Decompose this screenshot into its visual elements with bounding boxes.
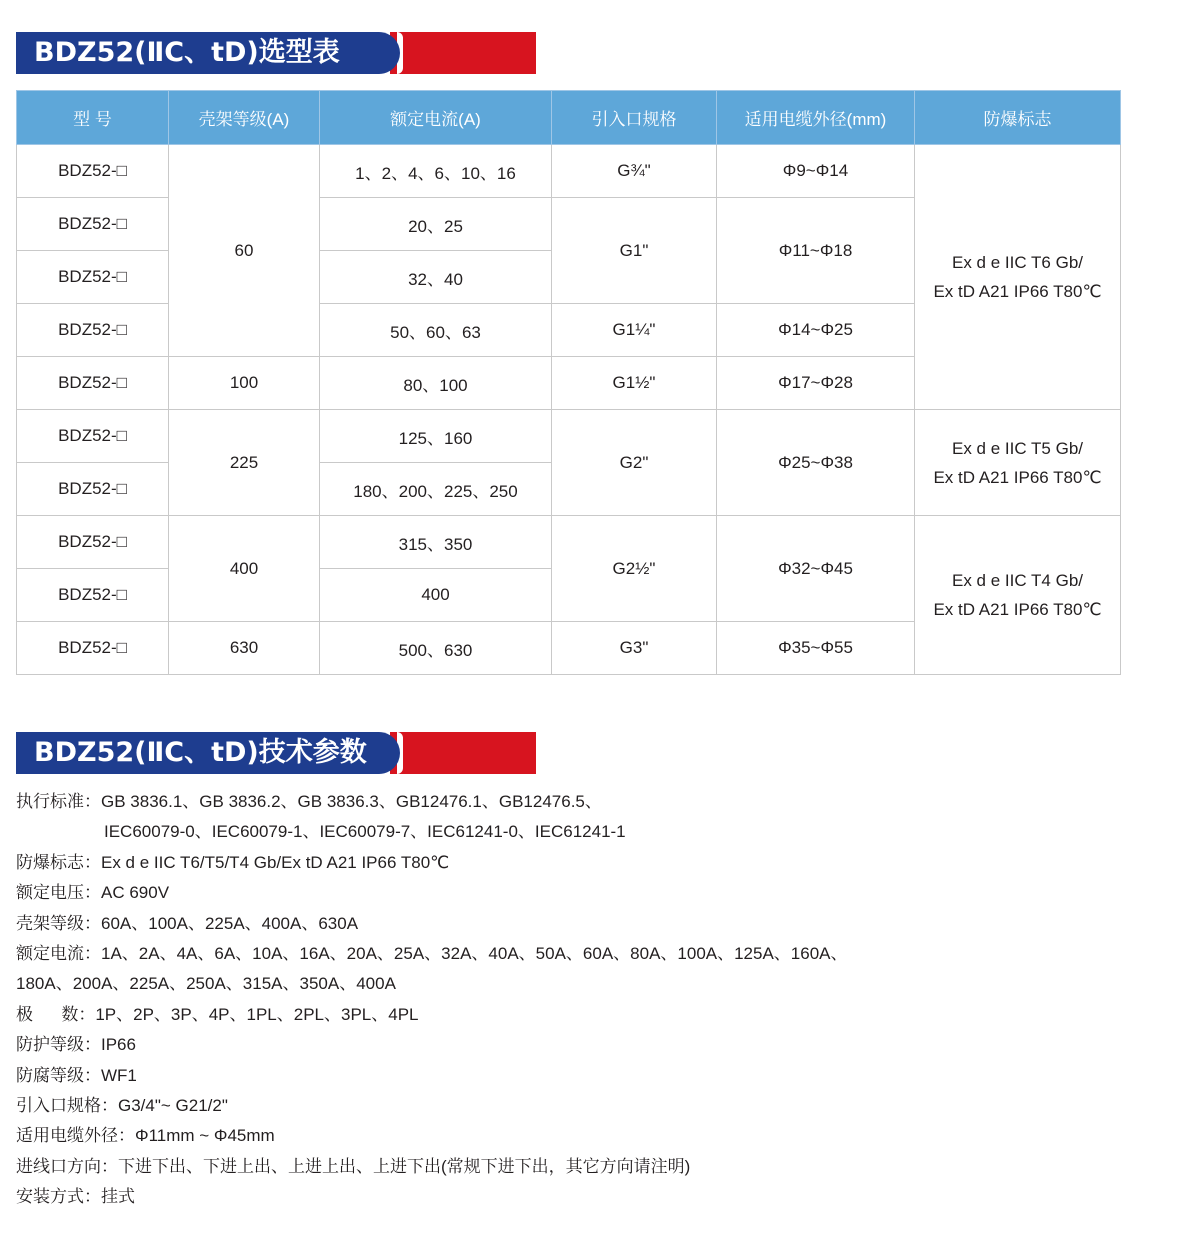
frame-cell: 225 (169, 410, 320, 516)
frame-cell: 100 (169, 357, 320, 410)
cable-cell: Φ25~Φ38 (717, 410, 915, 516)
cable-cell: Φ11~Φ18 (717, 198, 915, 304)
model-cell: BDZ52-□ (17, 569, 169, 622)
table-row (17, 145, 1121, 198)
frame-cell: 400 (169, 516, 320, 622)
selection-table-banner (16, 32, 536, 74)
header-cable: 适用电缆外径(mm) (717, 91, 915, 145)
header-frame: 壳架等级(A) (169, 91, 320, 145)
table-header-row (17, 91, 1121, 145)
banner-red-bar (390, 32, 536, 74)
param-standard: 执行标准：GB 3836.1、GB 3836.2、GB 3836.3、GB12476.1、GB12476.5、 (16, 792, 602, 811)
current-cell: 125、160 (320, 410, 552, 463)
selection-table-title: BDZ52(ⅡC、tD)选型表 (34, 37, 340, 68)
model-cell: BDZ52-□ (17, 410, 169, 463)
model-cell: BDZ52-□ (17, 516, 169, 569)
tech-params-list (16, 787, 1196, 1213)
cable-cell: Φ17~Φ28 (717, 357, 915, 410)
entry-cell: G¾" (552, 145, 717, 198)
model-cell: BDZ52-□ (17, 622, 169, 675)
exmark-cell (915, 145, 1121, 410)
param-frame: 壳架等级：60A、100A、225A、400A、630A (16, 913, 359, 933)
param-poles: 极 数：1P、2P、3P、4P、1PL、2PL、3PL、4PL (16, 1004, 419, 1024)
tech-params-title: BDZ52(ⅡC、tD)技术参数 (34, 737, 367, 768)
model-cell: BDZ52-□ (17, 251, 169, 304)
exmark-line-2: Ex tD A21 IP66 T80℃ (933, 467, 1102, 487)
param-standard-cont: IEC60079-0、IEC60079-1、IEC60079-7、IEC61241-0、IEC61241-1 (104, 822, 626, 842)
cable-cell: Φ9~Φ14 (717, 145, 915, 198)
model-cell: BDZ52-□ (17, 198, 169, 251)
current-cell: 500、630 (320, 622, 552, 675)
exmark-line-1: Ex d e IIC T6 Gb/ (951, 253, 1084, 272)
table-row (17, 516, 1121, 569)
frame-cell: 60 (169, 145, 320, 357)
model-cell: BDZ52-□ (17, 145, 169, 198)
param-install: 安装方式：挂式 (16, 1187, 135, 1207)
entry-cell: G1¼" (552, 304, 717, 357)
frame-cell: 630 (169, 622, 320, 675)
current-cell: 1、2、4、6、10、16 (320, 145, 552, 198)
exmark-line-2: Ex tD A21 IP66 T80℃ (933, 282, 1102, 301)
header-exmark: 防爆标志 (915, 91, 1121, 145)
param-anticorrosion: 防腐等级：WF1 (16, 1065, 137, 1085)
cable-cell: Φ35~Φ55 (717, 622, 915, 675)
entry-cell: G1" (552, 198, 717, 304)
entry-cell: G2" (552, 410, 717, 516)
param-exmark: 防爆标志：Ex d e IIC T6/T5/T4 Gb/Ex tD A21 IP66 T80℃ (16, 852, 450, 872)
exmark-cell (915, 516, 1121, 675)
current-cell: 32、40 (320, 251, 552, 304)
cable-cell: Φ14~Φ25 (717, 304, 915, 357)
param-current-cont: 180A、200A、225A、250A、315A、350A、400A (16, 974, 396, 994)
current-cell: 400 (320, 569, 552, 622)
entry-cell: G1½" (552, 357, 717, 410)
exmark-line-2: Ex tD A21 IP66 T80℃ (933, 600, 1102, 619)
current-cell: 180、200、225、250 (320, 463, 552, 516)
param-cable: 适用电缆外径：Φ11mm ~ Φ45mm (16, 1126, 275, 1146)
current-cell: 50、60、63 (320, 304, 552, 357)
exmark-cell (915, 410, 1121, 516)
param-protection: 防护等级：IP66 (16, 1035, 136, 1055)
current-cell: 315、350 (320, 516, 552, 569)
header-current: 额定电流(A) (320, 91, 552, 145)
param-voltage: 额定电压：AC 690V (16, 883, 170, 903)
model-cell: BDZ52-□ (17, 357, 169, 410)
param-entry: 引入口规格：G3/4"~ G21/2" (16, 1096, 228, 1116)
exmark-line-1: Ex d e IIC T5 Gb/ (951, 438, 1084, 458)
selection-table (16, 90, 1121, 675)
current-cell: 80、100 (320, 357, 552, 410)
param-current: 额定电流：1A、2A、4A、6A、10A、16A、20A、25A、32A、40A、50A、60A、80A、100A、125A、160A、 (16, 944, 848, 964)
header-entry: 引入口规格 (552, 91, 717, 145)
model-cell: BDZ52-□ (17, 463, 169, 516)
param-direction: 进线口方向：下进下出、下进上出、上进上出、上进下出(常规下进下出，其它方向请注明) (16, 1156, 691, 1176)
tech-params-banner (16, 732, 536, 774)
banner-red-bar (390, 732, 536, 774)
entry-cell: G2½" (552, 516, 717, 622)
cable-cell: Φ32~Φ45 (717, 516, 915, 622)
current-cell: 20、25 (320, 198, 552, 251)
header-model: 型 号 (17, 91, 169, 145)
model-cell: BDZ52-□ (17, 304, 169, 357)
exmark-line-1: Ex d e IIC T4 Gb/ (951, 571, 1084, 590)
table-row (17, 410, 1121, 463)
entry-cell: G3" (552, 622, 717, 675)
